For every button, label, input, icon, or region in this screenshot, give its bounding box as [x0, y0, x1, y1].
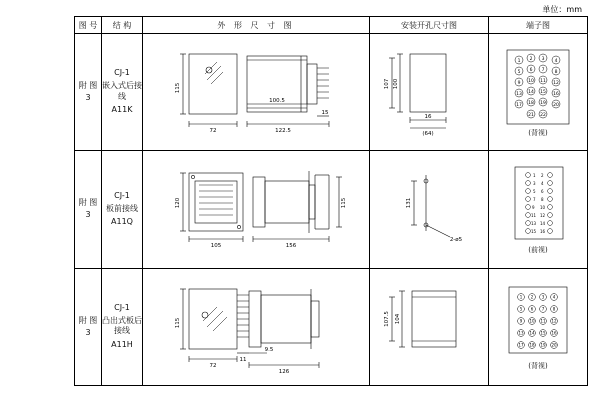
- svg-text:3: 3: [533, 181, 536, 187]
- outline-drawing-cell: [143, 34, 370, 151]
- svg-text:5: 5: [517, 70, 521, 76]
- outline-drawing-cell: [143, 268, 370, 385]
- terminal-diagram-1: [489, 46, 587, 138]
- structure-cell: [102, 151, 143, 268]
- dim-104: 104: [395, 313, 401, 324]
- terminal-view-caption: (背视): [528, 361, 548, 370]
- model-label: CJ-1: [114, 302, 130, 312]
- svg-text:17: 17: [518, 342, 524, 348]
- terminal-view-caption: (背视): [528, 129, 548, 138]
- terminal-diagram-3: [489, 283, 587, 371]
- terminal-view-caption: (前视): [528, 246, 548, 255]
- model-label: CJ-1: [114, 68, 130, 78]
- svg-text:19: 19: [540, 342, 546, 348]
- dim-107-5: 107.5: [384, 310, 390, 327]
- svg-text:13: 13: [518, 330, 524, 336]
- table-header-row: [75, 17, 588, 34]
- dim-72: 72: [209, 128, 217, 134]
- spec-table: [74, 16, 588, 386]
- header-figure-no: 图 号: [75, 17, 102, 34]
- model-label: CJ-1: [114, 190, 130, 200]
- figure-no-cell: [75, 151, 102, 268]
- outline-drawing-cell: [143, 151, 370, 268]
- svg-text:1: 1: [517, 59, 521, 65]
- figure-no-text: 附 图 3: [78, 198, 98, 220]
- hole-drawing-3: [370, 269, 488, 385]
- svg-text:22: 22: [540, 113, 546, 119]
- svg-text:12: 12: [540, 213, 546, 219]
- svg-text:2: 2: [541, 173, 544, 179]
- structure-label: 嵌入式后接线: [102, 80, 142, 101]
- unit-note: 单位：mm: [542, 5, 582, 14]
- svg-text:18: 18: [529, 342, 535, 348]
- svg-text:1: 1: [519, 294, 523, 300]
- header-outline-dimensions: 外 形 尺 寸 图: [143, 17, 370, 34]
- structure-cell: [102, 34, 143, 151]
- svg-text:7: 7: [541, 68, 545, 74]
- hole-drawing-cell: [370, 268, 489, 385]
- svg-text:7: 7: [533, 197, 536, 203]
- svg-text:16: 16: [551, 330, 557, 336]
- svg-text:15: 15: [540, 330, 546, 336]
- svg-text:5: 5: [519, 306, 523, 312]
- dim-107: 107: [384, 78, 390, 90]
- svg-text:13: 13: [516, 92, 522, 98]
- svg-text:11: 11: [540, 79, 546, 85]
- hole-drawing-cell: [370, 34, 489, 151]
- svg-text:14: 14: [540, 221, 546, 227]
- svg-text:10: 10: [529, 318, 535, 324]
- svg-text:7: 7: [541, 306, 545, 312]
- figure-no-text: 附 图 3: [78, 315, 98, 337]
- hole-drawing-cell: [370, 151, 489, 268]
- svg-text:12: 12: [551, 318, 557, 324]
- dim-15: 15: [321, 110, 329, 116]
- svg-text:10: 10: [540, 205, 546, 211]
- dim-115: 115: [175, 82, 181, 94]
- svg-text:2: 2: [529, 57, 533, 63]
- dim-64: (64): [422, 131, 434, 137]
- structure-cell: [102, 268, 143, 385]
- dim-100: 100: [393, 78, 399, 90]
- svg-text:18: 18: [528, 101, 534, 107]
- terminal-diagram-2: [489, 163, 587, 255]
- svg-text:8: 8: [541, 197, 544, 203]
- structure-label: 凸出式板后接线: [102, 315, 142, 336]
- svg-text:11: 11: [540, 318, 546, 324]
- svg-text:4: 4: [552, 294, 556, 300]
- svg-text:21: 21: [528, 113, 534, 119]
- hole-drawing-1: [370, 34, 488, 150]
- svg-text:10: 10: [528, 79, 534, 85]
- svg-text:14: 14: [528, 90, 534, 96]
- dim-120: 120: [175, 198, 181, 209]
- svg-text:3: 3: [541, 294, 545, 300]
- structure-label: 板前接线: [106, 203, 138, 213]
- svg-text:16: 16: [540, 229, 546, 235]
- outline-drawing-1: [143, 34, 369, 150]
- dim-115: 115: [341, 198, 347, 209]
- svg-text:9: 9: [517, 81, 521, 87]
- structure-code: A11H: [111, 340, 133, 350]
- svg-text:12: 12: [553, 81, 559, 87]
- svg-text:16: 16: [553, 92, 559, 98]
- svg-text:17: 17: [516, 103, 522, 109]
- dim-156: 156: [285, 243, 297, 250]
- structure-code: A11K: [111, 105, 133, 115]
- dim-2-phi5: 2-ø5: [449, 237, 463, 244]
- terminal-diagram-cell: [489, 268, 588, 385]
- svg-text:3: 3: [541, 57, 545, 63]
- svg-text:11: 11: [531, 213, 537, 219]
- svg-text:13: 13: [531, 221, 537, 227]
- outline-drawing-2: [143, 151, 369, 267]
- svg-text:14: 14: [529, 330, 535, 336]
- table-row: [75, 151, 588, 268]
- outline-drawing-3: [143, 269, 369, 385]
- svg-text:20: 20: [553, 103, 559, 109]
- header-structure: 结 构: [102, 17, 143, 34]
- header-hole-dimensions: 安装开孔尺寸图: [370, 17, 489, 34]
- header-terminal-diagram: 端子图: [489, 17, 588, 34]
- figure-no-text: 附 图 3: [78, 81, 98, 103]
- svg-text:19: 19: [540, 101, 546, 107]
- svg-text:6: 6: [530, 306, 534, 312]
- dim-11: 11: [239, 356, 247, 363]
- svg-text:9: 9: [519, 318, 523, 324]
- svg-text:8: 8: [552, 306, 556, 312]
- dim-100-5: 100.5: [269, 98, 285, 104]
- svg-text:1: 1: [533, 173, 536, 179]
- svg-text:5: 5: [533, 189, 536, 195]
- dim-16: 16: [424, 114, 432, 120]
- terminal-diagram-cell: [489, 34, 588, 151]
- figure-no-cell: [75, 34, 102, 151]
- svg-text:15: 15: [540, 90, 546, 96]
- figure-no-cell: [75, 268, 102, 385]
- svg-text:6: 6: [529, 68, 533, 74]
- dim-122-5: 122.5: [275, 128, 291, 134]
- dim-115: 115: [175, 317, 181, 328]
- svg-text:6: 6: [541, 189, 544, 195]
- dim-9-5: 9.5: [264, 346, 274, 353]
- dim-72: 72: [209, 362, 217, 369]
- svg-text:15: 15: [531, 229, 537, 235]
- dim-105: 105: [210, 243, 222, 250]
- hole-drawing-2: [370, 151, 488, 267]
- table-row: [75, 34, 588, 151]
- structure-code: A11Q: [111, 217, 133, 227]
- svg-text:4: 4: [541, 181, 544, 187]
- svg-text:4: 4: [554, 59, 558, 65]
- dim-126: 126: [278, 368, 290, 375]
- table-row: [75, 268, 588, 385]
- svg-text:20: 20: [551, 342, 557, 348]
- svg-text:2: 2: [530, 294, 534, 300]
- svg-text:8: 8: [554, 70, 558, 76]
- terminal-diagram-cell: [489, 151, 588, 268]
- dim-131: 131: [406, 198, 412, 209]
- svg-text:9: 9: [532, 205, 535, 211]
